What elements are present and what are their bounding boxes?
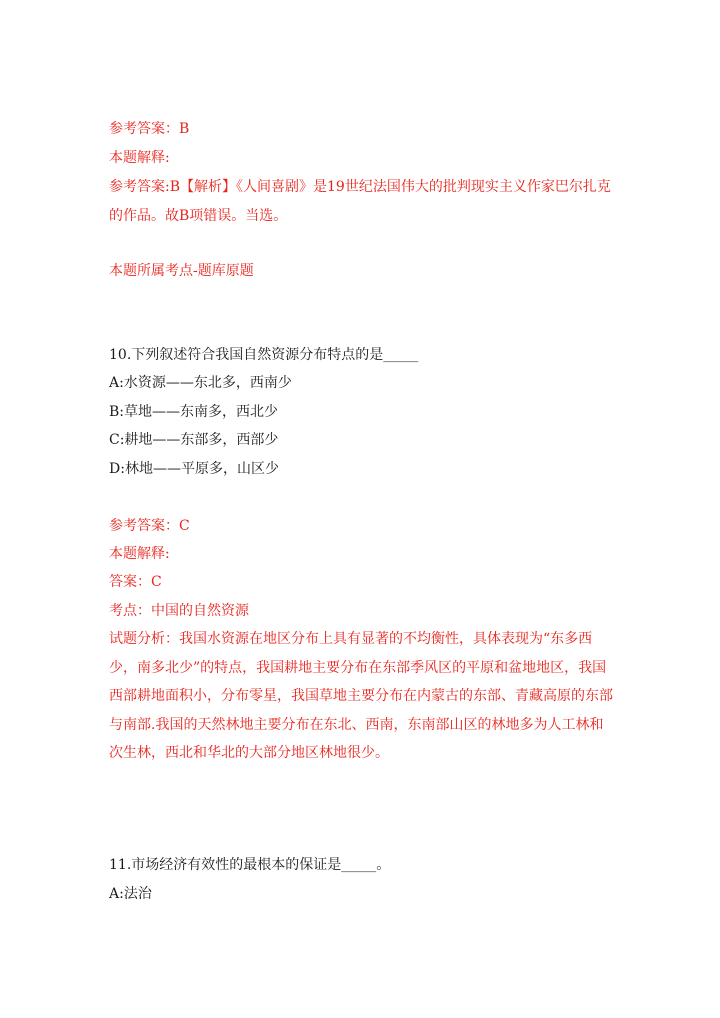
q10-explain-label: 本题解释:: [109, 546, 170, 562]
q10-answer: 参考答案：C: [109, 518, 190, 534]
q10-analysis: 试题分析：我国水资源在地区分布上具有显著的不均衡性，具体表现为“东多西少，南多北少”的特点，我国耕地主要分布在东部季风区的平原和盆地地区，我国西部耕地面积小，分布零星，我国草地主要分布在内蒙古的东部、青藏高原的东部与南部.我国的天然林地主要分布在东北、西南，东南部山区的林地多为人工林和次生林，西北和华北的大部分地区林地很少。: [109, 631, 613, 761]
prev-explain-label: 本题解释:: [109, 150, 170, 166]
q10-option-a: A:水资源——东北多，西南少: [109, 375, 292, 391]
q11-stem: 11.市场经济有效性的最根本的保证是_____。: [109, 857, 391, 873]
q10-option-c: C:耕地——东部多，西部少: [109, 432, 279, 448]
prev-explain-text: 参考答案:B【解析】《人间喜剧》是19世纪法国伟大的批判现实主义作家巴尔扎克的作品。故B项错误。当选。: [109, 179, 611, 224]
q10-answer-short: 答案：C: [109, 574, 162, 590]
q10-stem: 10.下列叙述符合我国自然资源分布特点的是_____: [109, 347, 419, 363]
prev-answer: 参考答案：B: [109, 121, 190, 137]
prev-category: 本题所属考点-题库原题: [109, 263, 254, 279]
q10-point: 考点：中国的自然资源: [109, 603, 249, 619]
q10-option-b: B:草地——东南多，西北少: [109, 404, 279, 420]
q11-option-a: A:法治: [109, 886, 152, 902]
q10-option-d: D:林地——平原多，山区少: [109, 461, 279, 477]
